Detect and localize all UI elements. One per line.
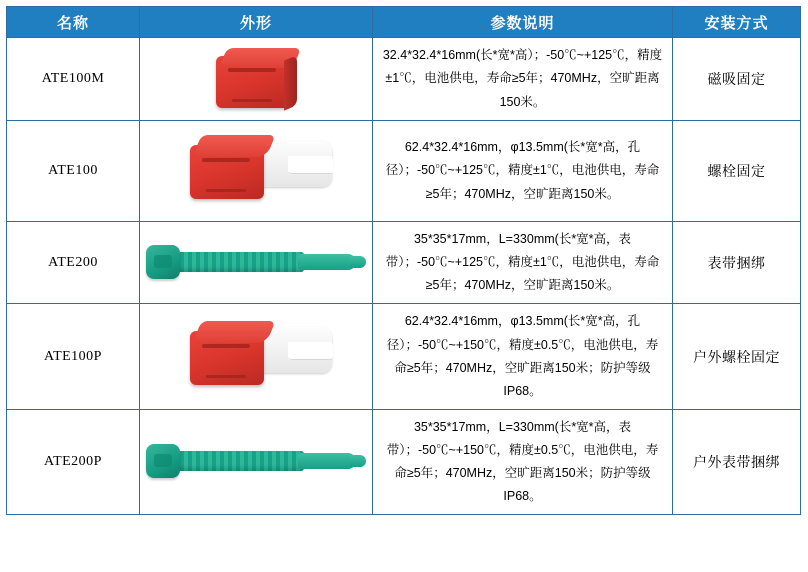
- product-spec: 62.4*32.4*16mm，φ13.5mm(长*宽*高，孔径）；-50℃~+150℃，精度±0.5℃，电池供电，寿命≥5年；470MHz，空旷距离150米；防护等级IP68。: [373, 304, 673, 410]
- product-image-wrap: [140, 42, 372, 116]
- product-mount: 表带捆绑: [673, 222, 801, 304]
- tag-side-shape: [284, 55, 297, 110]
- strap-tip-shape: [298, 453, 356, 469]
- table-header: [7, 7, 801, 38]
- product-spec: 62.4*32.4*16mm，φ13.5mm(长*宽*高，孔径）；-50℃~+125℃，精度±1℃，电池供电，寿命≥5年；470MHz，空旷距离150米。: [373, 121, 673, 222]
- product-name: ATE100: [7, 121, 140, 222]
- strap-ribs-shape: [176, 252, 304, 272]
- product-mount: 磁吸固定: [673, 38, 801, 121]
- product-spec: 35*35*17mm，L=330mm(长*宽*高，表带）；-50℃~+150℃，精度±0.5℃，电池供电，寿命≥5年；470MHz，空旷距离150米；防护等级IP68。: [373, 409, 673, 515]
- column-header-mount: 安装方式: [673, 7, 801, 38]
- table-row: [7, 304, 801, 410]
- tag-slot-shape: [202, 344, 250, 348]
- table-row: [7, 121, 801, 222]
- product-spec: 32.4*32.4*16mm(长*宽*高）；-50℃~+125℃，精度±1℃，电池供电，寿命≥5年；470MHz，空旷距离150米。: [373, 38, 673, 121]
- product-spec-table: [6, 6, 801, 515]
- tag-slot-shape-2: [232, 99, 272, 102]
- green-strap-tag-image: [146, 235, 366, 291]
- column-header-image: 外形: [140, 7, 373, 38]
- tag-slot-shape-2: [206, 375, 246, 378]
- tag-notch-shape: [288, 156, 332, 172]
- tag-slot-shape-2: [206, 189, 246, 192]
- tag-slot-shape: [228, 68, 276, 72]
- green-strap-tag-image: [146, 434, 366, 490]
- product-image-wrap: [140, 125, 372, 217]
- product-name: ATE200P: [7, 409, 140, 515]
- product-image-cell: [140, 304, 373, 410]
- table-row: [7, 409, 801, 515]
- product-image-cell: [140, 38, 373, 121]
- product-mount: 螺栓固定: [673, 121, 801, 222]
- product-name: ATE200: [7, 222, 140, 304]
- product-name: ATE100P: [7, 304, 140, 410]
- strap-head-shape: [146, 444, 180, 478]
- magnetic-square-tag-image: [210, 42, 302, 116]
- table-header-row: [7, 7, 801, 38]
- tag-top-shape: [193, 135, 276, 157]
- tag-top-shape: [193, 321, 276, 343]
- product-name: ATE100M: [7, 38, 140, 121]
- product-image-wrap: [140, 235, 372, 291]
- product-mount: 户外表带捆绑: [673, 409, 801, 515]
- product-image-cell: [140, 121, 373, 222]
- product-spec: 35*35*17mm，L=330mm(长*宽*高，表带）；-50℃~+125℃，精度±1℃，电池供电，寿命≥5年；470MHz，空旷距离150米。: [373, 222, 673, 304]
- product-mount: 户外螺栓固定: [673, 304, 801, 410]
- table-body: [7, 38, 801, 515]
- column-header-name: 名称: [7, 7, 140, 38]
- table-row: [7, 38, 801, 121]
- tag-notch-shape: [288, 342, 332, 358]
- product-image-cell: [140, 409, 373, 515]
- product-image-wrap: [140, 311, 372, 403]
- strap-tip-shape: [298, 254, 356, 270]
- bolt-fork-tag-image: [176, 125, 336, 217]
- tag-slot-shape: [202, 158, 250, 162]
- column-header-spec: 参数说明: [373, 7, 673, 38]
- product-image-cell: [140, 222, 373, 304]
- strap-ribs-shape: [176, 451, 304, 471]
- strap-head-shape: [146, 245, 180, 279]
- bolt-fork-tag-image: [176, 311, 336, 403]
- table-row: [7, 222, 801, 304]
- product-image-wrap: [140, 434, 372, 490]
